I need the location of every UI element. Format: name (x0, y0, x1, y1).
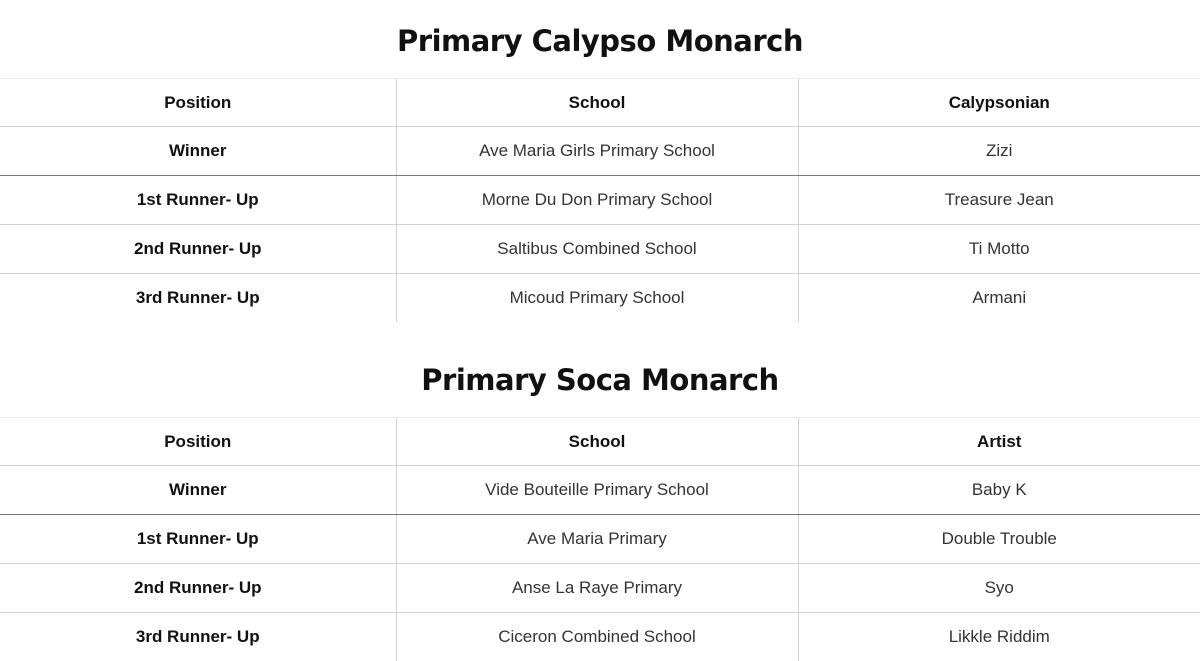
position-cell: 2nd Runner- Up (0, 225, 396, 274)
table-header-row (0, 79, 1200, 127)
table-row (0, 613, 1200, 661)
position-cell: Winner (0, 127, 396, 176)
table-row (0, 127, 1200, 176)
school-cell: Vide Bouteille Primary School (396, 466, 798, 515)
table-row (0, 466, 1200, 515)
performer-cell: Baby K (798, 466, 1200, 515)
position-cell: 1st Runner- Up (0, 515, 396, 564)
performer-cell: Syo (798, 564, 1200, 613)
position-cell: 2nd Runner- Up (0, 564, 396, 613)
column-header-school: School (396, 418, 798, 466)
performer-cell: Likkle Riddim (798, 613, 1200, 661)
performer-cell: Double Trouble (798, 515, 1200, 564)
school-cell: Ave Maria Girls Primary School (396, 127, 798, 176)
position-cell: 1st Runner- Up (0, 176, 396, 225)
school-cell: Ave Maria Primary (396, 515, 798, 564)
position-cell: 3rd Runner- Up (0, 274, 396, 323)
performer-cell: Armani (798, 274, 1200, 323)
soca-section-title: Primary Soca Monarch (0, 360, 1200, 400)
performer-cell: Ti Motto (798, 225, 1200, 274)
table-row (0, 564, 1200, 613)
performer-cell: Zizi (798, 127, 1200, 176)
table-row (0, 225, 1200, 274)
calypso-results-table (0, 78, 1200, 322)
calypso-section-title: Primary Calypso Monarch (0, 21, 1200, 61)
column-header-artist: Artist (798, 418, 1200, 466)
school-cell: Morne Du Don Primary School (396, 176, 798, 225)
school-cell: Micoud Primary School (396, 274, 798, 323)
column-header-position: Position (0, 418, 396, 466)
position-cell: Winner (0, 466, 396, 515)
table-row (0, 515, 1200, 564)
position-cell: 3rd Runner- Up (0, 613, 396, 661)
table-header-row (0, 418, 1200, 466)
table-row (0, 176, 1200, 225)
soca-results-table (0, 417, 1200, 661)
table-row (0, 274, 1200, 323)
column-header-calypsonian: Calypsonian (798, 79, 1200, 127)
school-cell: Saltibus Combined School (396, 225, 798, 274)
column-header-school: School (396, 79, 798, 127)
column-header-position: Position (0, 79, 396, 127)
school-cell: Anse La Raye Primary (396, 564, 798, 613)
performer-cell: Treasure Jean (798, 176, 1200, 225)
school-cell: Ciceron Combined School (396, 613, 798, 661)
